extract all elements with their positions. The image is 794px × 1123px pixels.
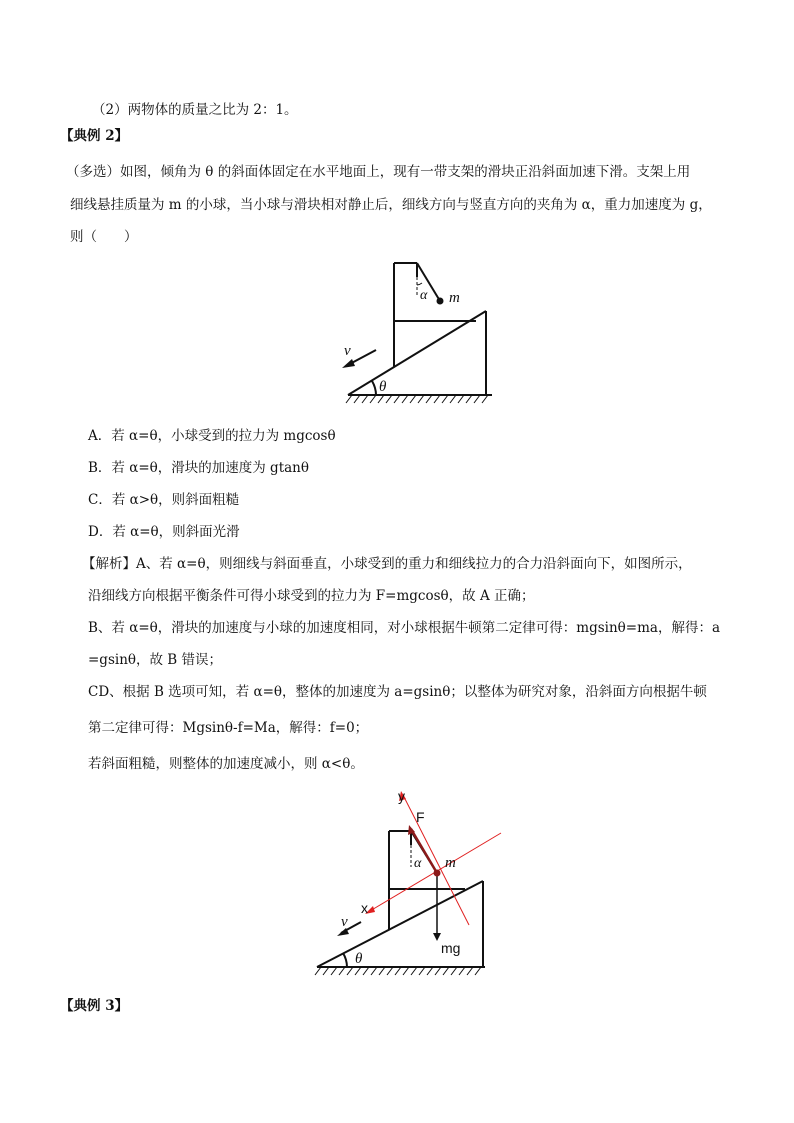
option-c: C．若 α>θ，则斜面粗糙 — [88, 492, 240, 508]
analysis-line: 第二定律可得：Mgsinθ-f=Ma，解得：f=0； — [88, 720, 369, 736]
velocity-label: v — [344, 343, 351, 359]
intro-line: （2）两物体的质量之比为 2：1。 — [92, 102, 298, 118]
analysis-line: 沿细线方向根据平衡条件可得小球受到的拉力为 F=mgcosθ，故 A 正确； — [88, 588, 535, 604]
stem-line: 则（ ） — [70, 229, 138, 245]
theta-arc — [372, 381, 376, 395]
option-b: B．若 α=θ，滑块的加速度为 gtanθ — [88, 460, 309, 476]
option-d: D．若 α=θ，则斜面光滑 — [88, 524, 240, 540]
velocity-arrowhead — [342, 359, 355, 368]
theta-label: θ — [355, 951, 363, 967]
tension-label: F — [416, 809, 425, 825]
example3-heading: 【典例 3】 — [60, 998, 129, 1014]
alpha-arc — [417, 283, 422, 285]
mass-label: m — [445, 855, 456, 871]
ball — [437, 298, 444, 305]
stem-line: 细线悬挂质量为 m 的小球，当小球与滑块相对静止后，细线方向与竖直方向的夹角为 α，重力加速度为 g， — [70, 197, 712, 213]
analysis-line: CD、根据 B 选项可知，若 α=θ，整体的加速度为 a=gsinθ；以整体为研究对象，沿斜面方向根据牛顿 — [88, 684, 707, 700]
option-a: A．若 α=θ，小球受到的拉力为 mgcosθ — [88, 428, 336, 444]
velocity-label: v — [341, 914, 348, 930]
analysis-line: 若斜面粗糙，则整体的加速度减小，则 α<θ。 — [88, 756, 364, 772]
ball — [434, 870, 441, 877]
gravity-arrowhead — [433, 933, 441, 941]
theta-label: θ — [379, 379, 387, 395]
figure-incline-2 — [305, 785, 510, 980]
example2-heading: 【典例 2】 — [60, 128, 129, 144]
gravity-label: mg — [441, 940, 461, 956]
stem-line: （多选）如图，倾角为 θ 的斜面体固定在水平地面上，现有一带支架的滑块正沿斜面加速下滑。支架上用 — [66, 164, 691, 180]
theta-arc — [343, 953, 347, 967]
alpha-label: α — [420, 288, 428, 303]
mass-label: m — [449, 290, 460, 306]
x-axis-label: x — [361, 900, 368, 916]
figure-incline-1 — [310, 255, 510, 415]
analysis-line: 【解析】A、若 α=θ，则细线与斜面垂直，小球受到的重力和细线拉力的合力沿斜面向下，如图所示， — [82, 556, 692, 572]
analysis-line: B、若 α=θ，滑块的加速度与小球的加速度相同，对小球根据牛顿第二定律可得：mgsinθ=ma，解得：a — [88, 620, 720, 636]
y-axis-label: y — [398, 788, 405, 804]
alpha-label: α — [414, 856, 422, 871]
analysis-line: =gsinθ，故 B 错误； — [88, 652, 223, 668]
